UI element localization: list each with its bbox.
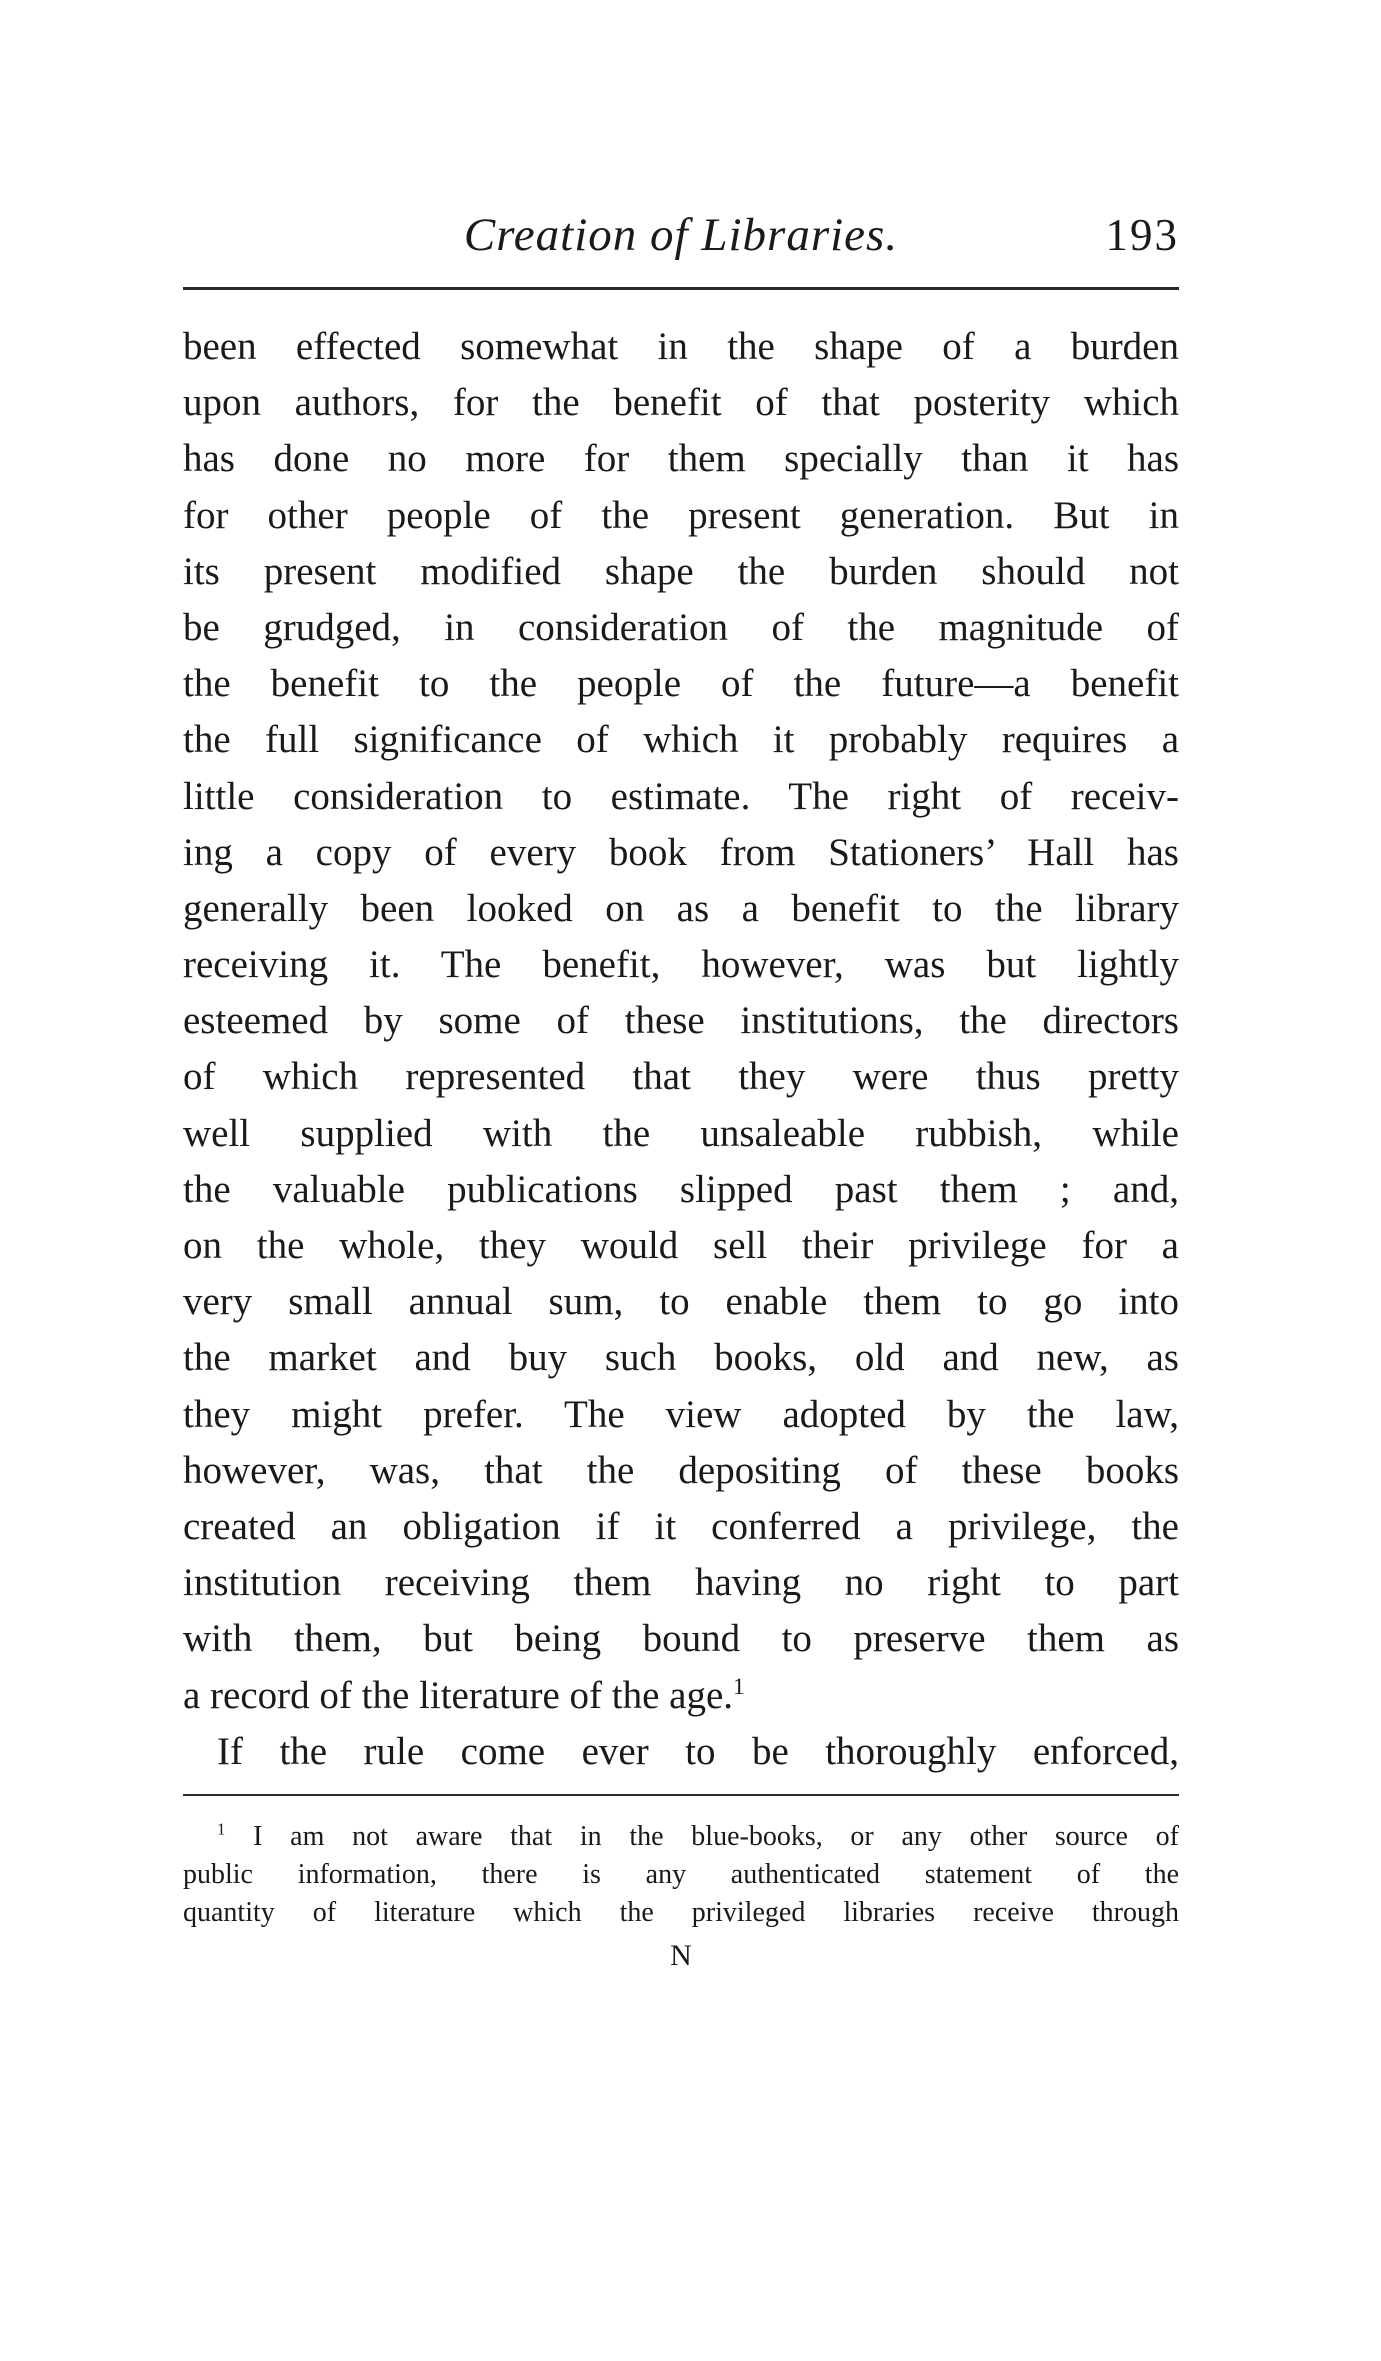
- text-line: the benefit to the people of the future—a benefit: [183, 662, 1179, 706]
- text-line: upon authors, for the benefit of that posterity which: [183, 381, 1179, 425]
- text-line: been effected somewhat in the shape of a burden: [183, 325, 1179, 368]
- footnote: [183, 1818, 1179, 1932]
- text-line: generally been looked on as a benefit to the library: [183, 886, 1179, 930]
- text-line: be grudged, in consideration of the magnitude of: [183, 605, 1179, 649]
- text-line: very small annual sum, to enable them to go into: [183, 1280, 1179, 1324]
- text-line: well supplied with the unsaleable rubbish, while: [183, 1111, 1179, 1155]
- paragraph: [183, 319, 1179, 1724]
- text-line: has done no more for them specially than it has: [183, 437, 1179, 481]
- text-line: institution receiving them having no right to part: [183, 1561, 1179, 1605]
- text-line: receiving it. The benefit, however, was but lightly: [183, 943, 1179, 987]
- footnote-reference: 1: [733, 1673, 745, 1700]
- book-page: [183, 205, 1179, 1976]
- text-line: on the whole, they would sell their privilege for a: [183, 1224, 1179, 1267]
- text-line: they might prefer. The view adopted by the law,: [183, 1392, 1179, 1436]
- text-line: with them, but being bound to preserve them as: [183, 1617, 1179, 1661]
- text-line: esteemed by some of these institutions, the directors: [183, 999, 1179, 1043]
- running-head: [183, 205, 1179, 285]
- footnote-line: quantity of literature which the privileged libraries receive through: [183, 1896, 1179, 1928]
- text-line: little consideration to estimate. The right of receiv-: [183, 774, 1179, 818]
- text-line: the full significance of which it probably requires a: [183, 718, 1179, 762]
- header-rule: [183, 287, 1179, 290]
- footnote-rule: [183, 1794, 1179, 1796]
- running-title: Creation of Libraries.: [463, 209, 899, 261]
- signature-mark: N: [670, 1938, 692, 1972]
- page-number: 193: [1105, 210, 1179, 260]
- footnote-line: [183, 1818, 1179, 1856]
- text-line: however, was, that the depositing of these books: [183, 1448, 1179, 1492]
- footnote-marker: 1: [217, 1819, 226, 1839]
- body-text: [183, 319, 1179, 1780]
- text-line-last: [183, 1668, 1179, 1724]
- text-line: for other people of the present generation. But in: [183, 493, 1179, 537]
- footnote-line: public information, there is any authenticated statement of the: [183, 1858, 1179, 1890]
- text-line: the valuable publications slipped past them ; and,: [183, 1167, 1179, 1211]
- text-line: created an obligation if it conferred a privilege, the: [183, 1504, 1179, 1548]
- footnote-text: I am not aware that in the blue-books, or any other source of: [253, 1820, 1180, 1852]
- text-line: ing a copy of every book from Stationers’ Hall has: [183, 830, 1179, 874]
- text-line: the market and buy such books, old and new, as: [183, 1336, 1179, 1380]
- last-line-text: a record of the literature of the age.: [183, 1673, 734, 1717]
- text-line: If the rule come ever to be thoroughly enforced,: [217, 1729, 1179, 1773]
- paragraph: [183, 1724, 1179, 1780]
- text-line: of which represented that they were thus pretty: [183, 1055, 1179, 1099]
- text-line: its present modified shape the burden should not: [183, 549, 1179, 593]
